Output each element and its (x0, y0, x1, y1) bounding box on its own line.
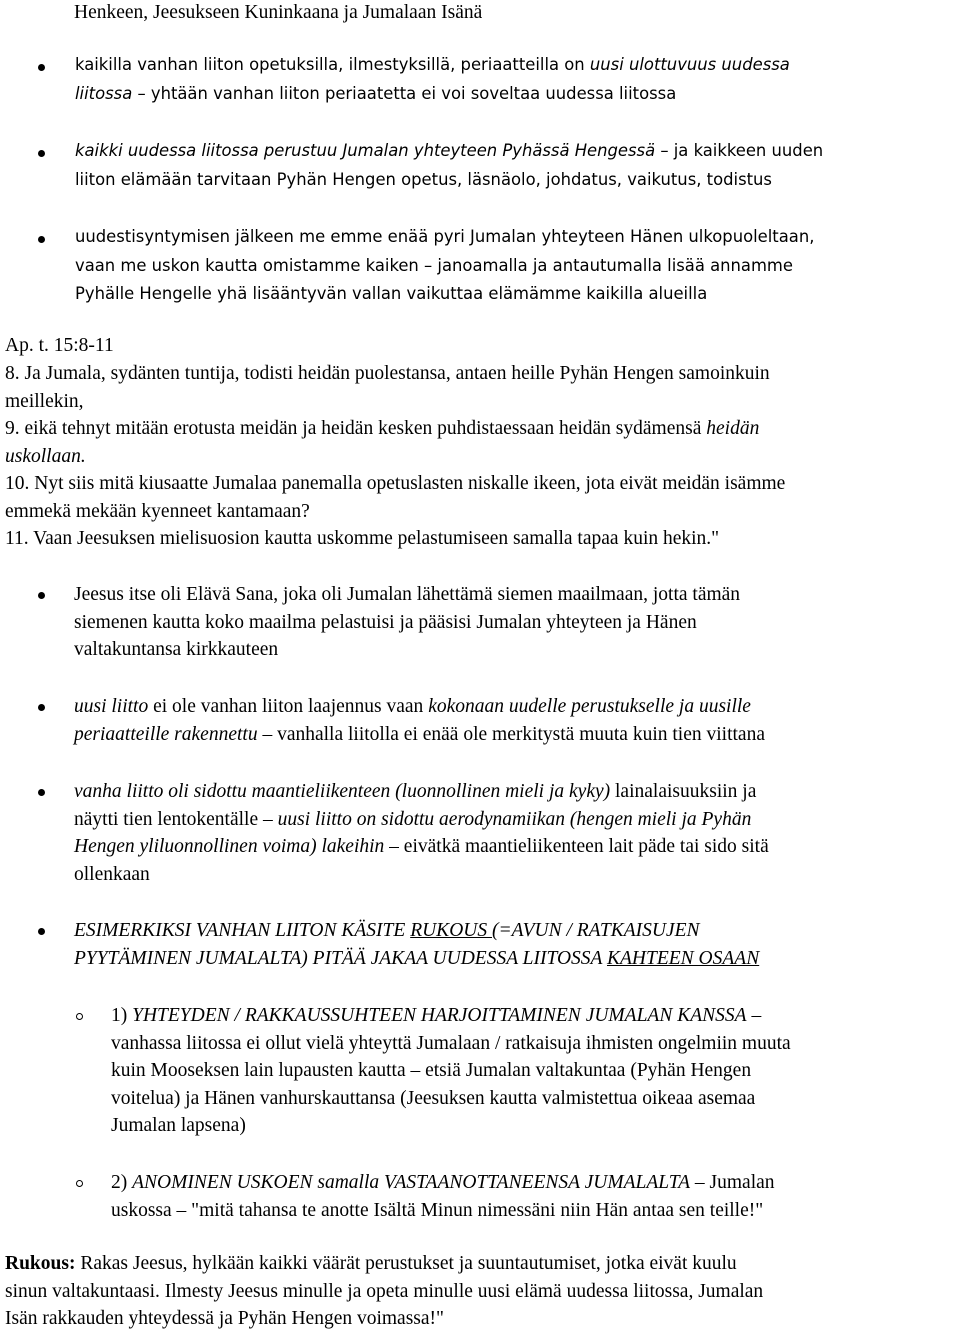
text-run: 10. Nyt siis mitä kiusaatte Jumalaa panemalla opetuslasten niskalle ikeen, jota eivät meidän isämme (5, 473, 786, 494)
text-run: vaan me uskon kautta omistamme kaiken – janoamalla ja antautumalla lisää annamme (75, 255, 793, 275)
list-item-line (74, 921, 700, 941)
text-run: ollenkaan (74, 863, 150, 885)
scripture-line (5, 364, 770, 384)
list-item-line (74, 865, 150, 885)
list-item-line (74, 810, 751, 830)
text-run: 2) (111, 1172, 133, 1193)
bullet-icon (38, 64, 45, 71)
text-run: kaikilla vanhan liiton opetuksilla, ilmestyksillä, periaatteilla on (75, 55, 590, 74)
prayer-line (5, 1282, 763, 1302)
list-item-line (74, 782, 756, 802)
prayer-label: Rukous: (5, 1253, 76, 1274)
text-run: Rakas Jeesus, hylkään kaikki väärät perustukset ja suuntautumiset, jotka eivät kuulu (75, 1253, 737, 1274)
text-run: kaikki uudessa liitossa perustuu Jumalan yhteyteen Pyhässä Hengessä (75, 141, 656, 160)
text-run: Pyhälle Hengelle yhä lisääntyvän vallan vaikuttaa elämämme kaikilla alueilla (75, 284, 708, 303)
list-item-line (111, 1173, 775, 1193)
bullet-icon (38, 789, 45, 796)
list-item-line (111, 1061, 751, 1081)
text-run: ANOMINEN USKOEN samalla VASTAANOTTANEENSA JUMALALTA (132, 1172, 691, 1193)
list-item-line (111, 1201, 763, 1221)
text-run: 1) (111, 1005, 133, 1026)
list-item-line (74, 725, 765, 745)
list-item-line (111, 1034, 791, 1054)
text-run: – Jumalan (690, 1172, 775, 1193)
text-run: liiton elämään tarvitaan Pyhän Hengen opetus, läsnäolo, johdatus, vaikutus, todistus (75, 169, 772, 189)
text-run: uusi ulottuvuus uudessa (589, 55, 790, 74)
scripture-line (5, 529, 719, 549)
list-item-line (74, 640, 278, 660)
text-run: uudestisyntymisen jälkeen me emme enää pyri Jumalan yhteyteen Hänen ulkopuoleltaan, (75, 227, 815, 246)
text-run: uusi liitto (74, 696, 149, 717)
text-run: – yhtään vanhan liiton periaatetta ei voi soveltaa uudessa liitossa (132, 83, 677, 103)
bullet-icon (38, 704, 45, 711)
text-run: – vanhalla liitolla ei enää ole merkitystä muuta kuin tien viittana (257, 723, 765, 745)
list-item-line (75, 255, 793, 275)
text-run: heidän (706, 418, 760, 439)
scripture-line (5, 447, 86, 467)
text-run: uskollaan. (5, 445, 86, 467)
text-run: (=AVUN / RATKAISUJEN (491, 920, 700, 941)
list-item-line (75, 169, 772, 189)
text-run: ei ole vanhan liiton laajennus vaan (148, 696, 429, 717)
text-run: 11. Vaan Jeesuksen mielisuosion kautta uskomme pelastumiseen samalla tapaa kuin hekin." (5, 528, 720, 549)
list-item-line (111, 1006, 761, 1026)
text-run: vanhassa liitossa ei ollut vielä yhteyttä Jumalaan / ratkaisuja ihmisten ongelmiin muuta (111, 1032, 791, 1054)
prayer-line (5, 1309, 444, 1329)
text-run: uskossa – "mitä tahansa te anotte Isältä Minun nimessäni niin Hän antaa sen teille!" (111, 1199, 764, 1221)
text-run: ESIMERKIKSI VANHAN LIITON KÄSITE (74, 920, 411, 941)
list-item-line (75, 57, 790, 73)
text-run: KAHTEEN OSAAN (606, 947, 760, 969)
text-run: liitossa (75, 83, 133, 103)
text-run: – eivätkä maantieliikenteen lait päde tai sido sitä (384, 836, 769, 857)
list-item-line (111, 1116, 246, 1136)
text-run: lainalaisuuksiin ja (610, 781, 757, 802)
prayer-line (5, 1254, 737, 1274)
bullet-icon (38, 236, 45, 243)
list-item-line (74, 613, 697, 633)
scripture-line (5, 502, 310, 522)
bullet-icon (38, 928, 45, 935)
scripture-line (5, 419, 759, 439)
bullet-icon (38, 150, 45, 157)
text-run: meillekin, (5, 390, 84, 412)
list-item-line (75, 229, 814, 245)
text-run: näytti tien lentokentälle – (74, 808, 278, 830)
sub-bullet-icon (76, 1180, 83, 1187)
text-run: voitelua) ja Hänen vanhurskauttansa (Jeesuksen kautta valmistettua oikeaa asemaa (111, 1087, 756, 1109)
text-run: vanha liitto oli sidottu maantieliikenteen (luonnollinen mieli ja kyky) (74, 781, 611, 802)
text-run: kuin Mooseksen lain lupausten kautta – etsiä Jumalan valtakuntaa (Pyhän Hengen (111, 1060, 752, 1081)
text-run: 9. eikä tehnyt mitään erotusta meidän ja heidän kesken puhdistaessaan heidän sydämensä (5, 418, 707, 439)
text-run: Jumalan lapsena) (111, 1115, 246, 1136)
list-item-line (74, 697, 751, 717)
list-item-line (111, 1089, 755, 1109)
text-run: Isän rakkauden yhteydessä ja Pyhän Hengen voimassa!" (5, 1308, 444, 1329)
list-item-line (74, 837, 769, 857)
list-item-line (75, 143, 823, 159)
intro-line: Henkeen, Jeesukseen Kuninkaana ja Jumalaan Isänä (74, 2, 483, 23)
sub-bullet-icon (76, 1013, 83, 1020)
text-run: – (746, 1005, 762, 1026)
text-run: siemenen kautta koko maailma pelastuisi ja pääsisi Jumalan yhteyteen ja Hänen (74, 611, 697, 633)
text-run: PYYTÄMINEN JUMALALTA) PITÄÄ JAKAA UUDESSA LIITOSSA (74, 947, 607, 969)
text-run: kokonaan uudelle perustukselle ja uusille (428, 696, 751, 717)
scripture-line (5, 392, 84, 412)
list-item-line (75, 83, 677, 103)
list-item-line (74, 949, 759, 969)
text-run: YHTEYDEN / RAKKAUSSUHTEEN HARJOITTAMINEN JUMALAN KANSSA (132, 1005, 747, 1026)
text-run: valtakuntansa kirkkauteen (74, 639, 279, 660)
text-run: 8. Ja Jumala, sydänten tuntija, todisti heidän puolestansa, antaen heille Pyhän Hengen samoinkuin (5, 363, 770, 384)
text-run: sinun valtakuntaasi. Ilmesty Jeesus minulle ja opeta minulle uusi elämä uudessa liitossa, Jumalan (5, 1280, 764, 1302)
text-run: periaatteille rakennettu (74, 723, 258, 745)
text-run: RUKOUS (410, 920, 492, 941)
text-run: Jeesus itse oli Elävä Sana, joka oli Jumalan lähettämä siemen maailmaan, jotta tämän (74, 584, 741, 605)
bullet-icon (38, 592, 45, 599)
scripture-line (5, 474, 785, 494)
list-item-line (75, 286, 707, 302)
text-run: emmekä mekään kyenneet kantamaan? (5, 500, 310, 522)
scripture-reference: Ap. t. 15:8-11 (5, 335, 114, 356)
text-run: – ja kaikkeen uuden (655, 141, 824, 160)
text-run: Hengen yliluonnollinen voima) lakeihin (74, 836, 385, 857)
text-run: uusi liitto on sidottu aerodynamiikan (hengen mieli ja Pyhän (277, 808, 752, 830)
list-item-line (74, 585, 740, 605)
